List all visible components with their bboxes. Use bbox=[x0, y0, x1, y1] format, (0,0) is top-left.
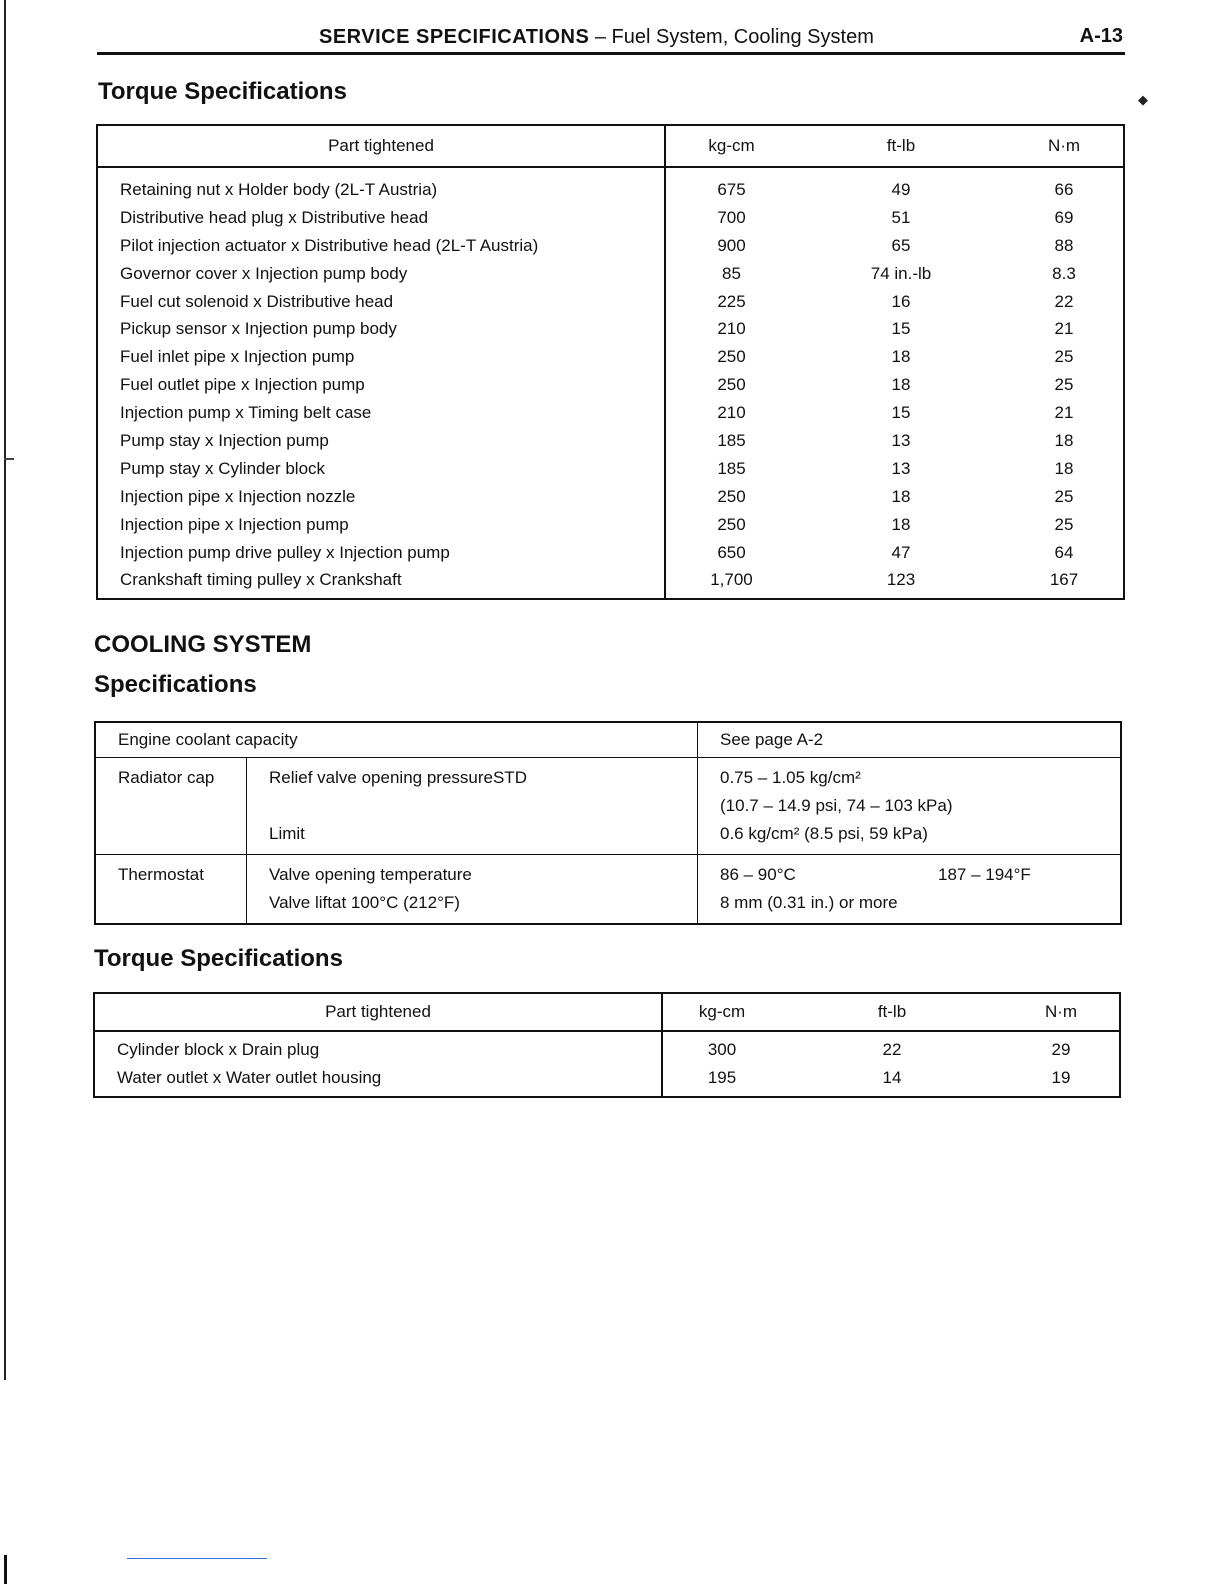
part-cell: Governor cover x Injection pump body bbox=[97, 260, 665, 288]
capacity-label: Engine coolant capacity bbox=[95, 722, 698, 758]
page-header bbox=[97, 22, 1125, 52]
part-cell: Water outlet x Water outlet housing bbox=[94, 1064, 662, 1097]
part-cell: Injection pump drive pulley x Injection pump bbox=[97, 539, 665, 567]
cooling-spec-heading: Specifications bbox=[94, 671, 257, 698]
table-row bbox=[97, 260, 1124, 288]
kgcm-cell: 300 bbox=[707, 1040, 737, 1059]
valve-lift-line bbox=[269, 889, 697, 917]
part-cell: Pickup sensor x Injection pump body bbox=[97, 315, 665, 343]
kgcm-cell: 250 bbox=[717, 514, 746, 534]
page-number: A-13 bbox=[1079, 25, 1123, 47]
radiator-cell bbox=[95, 758, 247, 855]
col-ftlb: ft-lb bbox=[781, 993, 1003, 1031]
table-row bbox=[97, 232, 1124, 260]
nm-cell: 18 bbox=[1054, 430, 1074, 450]
scan-edge-left bbox=[4, 0, 6, 1380]
ftlb-cell: 18 bbox=[891, 347, 911, 367]
thermostat-cell bbox=[95, 855, 247, 925]
temp-line bbox=[720, 861, 1120, 889]
kgcm-cell: 650 bbox=[717, 542, 746, 562]
table-row bbox=[94, 1031, 1120, 1064]
table-row bbox=[97, 288, 1124, 316]
kgcm-cell: 900 bbox=[717, 235, 746, 255]
limit-line bbox=[269, 820, 697, 848]
kgcm-cell: 85 bbox=[722, 263, 741, 283]
col-part: Part tightened bbox=[97, 125, 665, 167]
part-cell: Cylinder block x Drain plug bbox=[94, 1031, 662, 1064]
ftlb-cell: 49 bbox=[891, 179, 911, 199]
cooling-section-title: COOLING SYSTEM bbox=[94, 631, 312, 658]
nm-cell: 22 bbox=[1054, 291, 1074, 311]
ftlb-cell: 18 bbox=[891, 514, 911, 534]
nm-cell: 21 bbox=[1054, 319, 1074, 339]
table-row bbox=[97, 371, 1124, 399]
ftlb-cell: 14 bbox=[882, 1068, 902, 1087]
capacity-row bbox=[95, 722, 1121, 758]
table-row bbox=[97, 167, 1124, 204]
nm-cell: 64 bbox=[1054, 542, 1074, 562]
header-title-rest: – Fuel System, Cooling System bbox=[589, 26, 874, 48]
nm-cell: 66 bbox=[1054, 179, 1074, 199]
ftlb-cell: 51 bbox=[891, 207, 911, 227]
table-row bbox=[97, 204, 1124, 232]
part-cell: Injection pipe x Injection pump bbox=[97, 511, 665, 539]
table-row bbox=[97, 343, 1124, 371]
col-kgcm: kg-cm bbox=[662, 993, 781, 1031]
col-part: Part tightened bbox=[94, 993, 662, 1031]
thermostat-values-cell bbox=[698, 855, 1122, 925]
kgcm-cell: 250 bbox=[717, 347, 746, 367]
relief-cell bbox=[247, 758, 698, 855]
nm-cell: 25 bbox=[1054, 347, 1074, 367]
footer-line bbox=[127, 1558, 267, 1559]
relief-line bbox=[269, 764, 697, 792]
ftlb-cell: 13 bbox=[891, 458, 911, 478]
ftlb-cell: 22 bbox=[882, 1040, 902, 1059]
ftlb-cell: 18 bbox=[891, 375, 911, 395]
part-cell: Fuel inlet pipe x Injection pump bbox=[97, 343, 665, 371]
nm-cell: 19 bbox=[1051, 1068, 1071, 1087]
fuel-torque-table bbox=[96, 124, 1125, 600]
nm-cell: 25 bbox=[1054, 514, 1074, 534]
limit-value: 0.6 kg/cm² (8.5 psi, 59 kPa) bbox=[720, 824, 928, 843]
ftlb-cell: 74 in.-lb bbox=[870, 263, 932, 283]
valve-lift-label: Valve lift bbox=[269, 893, 332, 912]
nm-cell: 25 bbox=[1054, 375, 1074, 395]
ftlb-cell: 13 bbox=[891, 430, 911, 450]
valve-lift-condition: at 100°C (212°F) bbox=[332, 893, 460, 912]
thermostat-params-cell bbox=[247, 855, 698, 925]
col-nm: N·m bbox=[1003, 993, 1120, 1031]
nm-cell: 18 bbox=[1054, 458, 1074, 478]
temp-f: 187 – 194°F bbox=[938, 865, 1031, 884]
table-header-row bbox=[97, 125, 1124, 167]
col-kgcm: kg-cm bbox=[665, 125, 797, 167]
scan-edge-left-bottom bbox=[4, 1555, 7, 1584]
corner-mark-icon: ◆ bbox=[1138, 92, 1148, 107]
kgcm-cell: 675 bbox=[717, 179, 746, 199]
valve-temp-label: Valve opening temperature bbox=[269, 865, 472, 884]
table-row bbox=[97, 427, 1124, 455]
kgcm-cell: 700 bbox=[717, 207, 746, 227]
header-title bbox=[319, 26, 874, 49]
col-nm: N·m bbox=[1005, 125, 1124, 167]
kgcm-cell: 185 bbox=[717, 430, 746, 450]
ftlb-cell: 123 bbox=[886, 570, 916, 590]
limit-label: Limit bbox=[269, 824, 305, 843]
kgcm-cell: 185 bbox=[717, 458, 746, 478]
part-cell: Pilot injection actuator x Distributive head (2L-T Austria) bbox=[97, 232, 665, 260]
relief-values-cell bbox=[698, 758, 1122, 855]
std-label: STD bbox=[492, 768, 527, 787]
part-cell: Fuel cut solenoid x Distributive head bbox=[97, 288, 665, 316]
table-row bbox=[97, 483, 1124, 511]
header-title-bold: SERVICE SPECIFICATIONS bbox=[319, 26, 590, 48]
table-row bbox=[97, 399, 1124, 427]
part-cell: Injection pipe x Injection nozzle bbox=[97, 483, 665, 511]
cooling-torque-table bbox=[93, 992, 1121, 1098]
kgcm-cell: 210 bbox=[717, 403, 746, 423]
kgcm-cell: 250 bbox=[717, 375, 746, 395]
temp-c: 86 – 90°C bbox=[720, 865, 796, 884]
table-header-row bbox=[94, 993, 1120, 1031]
cooling-spec-table bbox=[94, 721, 1122, 925]
std-value-1: 0.75 – 1.05 kg/cm² bbox=[720, 768, 861, 787]
nm-cell: 88 bbox=[1054, 235, 1074, 255]
relief-label: Relief valve opening pressure bbox=[269, 768, 493, 787]
ftlb-cell: 18 bbox=[891, 486, 911, 506]
nm-cell: 69 bbox=[1054, 207, 1074, 227]
part-cell: Injection pump x Timing belt case bbox=[97, 399, 665, 427]
kgcm-cell: 225 bbox=[717, 291, 746, 311]
cooling-torque-heading: Torque Specifications bbox=[94, 945, 343, 972]
kgcm-cell: 1,700 bbox=[710, 570, 753, 590]
radiator-label: Radiator cap bbox=[118, 768, 215, 787]
thermostat-label: Thermostat bbox=[118, 865, 204, 884]
nm-cell: 8.3 bbox=[1052, 263, 1076, 283]
table-row bbox=[97, 315, 1124, 343]
ftlb-cell: 15 bbox=[891, 403, 911, 423]
part-cell: Distributive head plug x Distributive head bbox=[97, 204, 665, 232]
header-rule bbox=[97, 52, 1125, 55]
nm-cell: 21 bbox=[1054, 403, 1074, 423]
capacity-value: See page A-2 bbox=[698, 722, 1122, 758]
std-value-2: (10.7 – 14.9 psi, 74 – 103 kPa) bbox=[720, 796, 953, 815]
fuel-torque-heading: Torque Specifications bbox=[98, 78, 347, 105]
kgcm-cell: 250 bbox=[717, 486, 746, 506]
kgcm-cell: 210 bbox=[717, 319, 746, 339]
lift-value: 8 mm (0.31 in.) or more bbox=[720, 893, 898, 912]
ftlb-cell: 15 bbox=[891, 319, 911, 339]
nm-cell: 167 bbox=[1049, 570, 1079, 590]
table-row bbox=[94, 1064, 1120, 1097]
table-row bbox=[97, 455, 1124, 483]
nm-cell: 29 bbox=[1051, 1040, 1071, 1059]
col-ftlb: ft-lb bbox=[797, 125, 1005, 167]
part-cell: Retaining nut x Holder body (2L-T Austria) bbox=[97, 167, 665, 204]
table-row bbox=[97, 566, 1124, 599]
scan-tick bbox=[4, 458, 14, 460]
part-cell: Fuel outlet pipe x Injection pump bbox=[97, 371, 665, 399]
part-cell: Pump stay x Cylinder block bbox=[97, 455, 665, 483]
ftlb-cell: 16 bbox=[891, 291, 911, 311]
nm-cell: 25 bbox=[1054, 486, 1074, 506]
blank-line bbox=[269, 792, 697, 820]
part-cell: Crankshaft timing pulley x Crankshaft bbox=[97, 566, 665, 599]
radiator-row bbox=[95, 758, 1121, 855]
table-row bbox=[97, 539, 1124, 567]
part-cell: Pump stay x Injection pump bbox=[97, 427, 665, 455]
kgcm-cell: 195 bbox=[707, 1068, 737, 1087]
ftlb-cell: 47 bbox=[891, 542, 911, 562]
table-row bbox=[97, 511, 1124, 539]
ftlb-cell: 65 bbox=[891, 235, 911, 255]
thermostat-row bbox=[95, 855, 1121, 925]
